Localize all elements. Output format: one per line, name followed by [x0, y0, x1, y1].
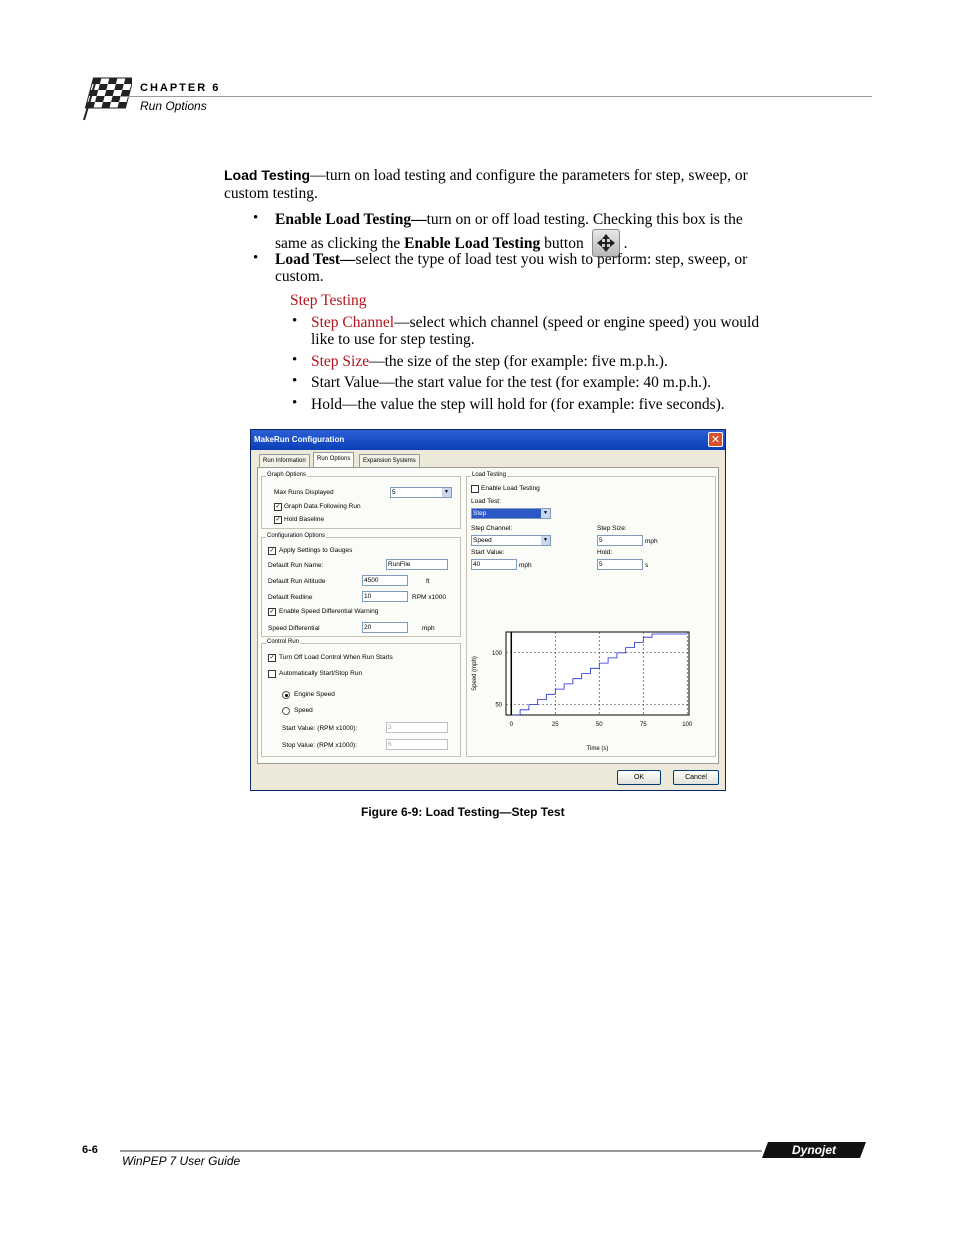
start-value-rpm-input[interactable]: 3: [386, 722, 448, 733]
figure-caption: Figure 6-9: Load Testing—Step Test: [361, 805, 565, 819]
header-rule: [120, 96, 872, 97]
run-name-label: Default Run Name:: [268, 562, 324, 569]
altitude-input[interactable]: 4500: [362, 575, 408, 586]
enable-load-testing-label: Enable Load Testing: [481, 485, 540, 492]
bullet-enable-text: turn on or off load testing. Checking this box is the: [426, 211, 743, 228]
altitude-unit: ft: [426, 578, 430, 585]
y-tick-label: 100: [491, 650, 502, 657]
run-name-input[interactable]: RunFile: [386, 559, 448, 570]
ok-button[interactable]: OK: [617, 770, 661, 785]
chevron-down-icon: ▼: [442, 488, 451, 497]
step-size-term: Step Size: [311, 353, 370, 370]
engine-speed-label: Engine Speed: [294, 691, 335, 698]
y-tick-label: 50: [495, 702, 502, 709]
bullet-loadtest-term: Load Test—: [275, 251, 356, 268]
bullet-enable-period: .: [623, 235, 628, 252]
tab-run-information[interactable]: Run Information: [259, 454, 310, 468]
bullet-dot: •: [292, 373, 298, 389]
makerun-configuration-dialog: [250, 429, 726, 791]
y-axis-label: Speed (mph): [472, 656, 478, 691]
hold-label: Hold:: [597, 549, 613, 556]
cancel-button[interactable]: Cancel: [673, 770, 719, 785]
max-runs-label: Max Runs Displayed: [274, 489, 334, 496]
control-run-group: [261, 639, 461, 757]
graph-follow-label: Graph Data Following Run: [284, 503, 361, 510]
apply-gauges-checkbox[interactable]: ✓: [269, 548, 275, 554]
step-size-label: Step Size:: [597, 525, 627, 532]
load-testing-group: [466, 472, 716, 757]
speed-diff-input[interactable]: 20: [362, 622, 408, 633]
stop-value-rpm-input[interactable]: 6: [386, 739, 448, 750]
bullet-dot: •: [292, 352, 298, 368]
tab-run-options[interactable]: Run Options: [313, 452, 354, 468]
step-size-item: [311, 353, 668, 371]
auto-start-checkbox[interactable]: [268, 670, 276, 678]
step-size-unit: mph: [645, 538, 658, 545]
guide-title: WinPEP 7 User Guide: [122, 1154, 241, 1168]
load-test-dropdown[interactable]: [471, 508, 551, 519]
x-tick-label: 25: [551, 722, 559, 728]
config-options-label: Configuration Options: [267, 533, 326, 539]
graph-follow-checkbox[interactable]: ✓: [275, 504, 281, 510]
max-runs-dropdown[interactable]: [390, 487, 452, 498]
bullet-dot: •: [253, 210, 259, 226]
checkered-flag-logo: [80, 76, 132, 122]
enable-load-testing-checkbox[interactable]: [471, 485, 479, 493]
brand-text: Dynojet: [791, 1143, 837, 1157]
start-value-rpm-label: Start Value: (RPM x1000):: [282, 725, 358, 732]
start-value-item: Start Value—the start value for the test (for example: 40 m.p.h.).: [311, 374, 712, 391]
bullet-dot: •: [253, 250, 259, 266]
hold-item: Hold—the value the step will hold for (for example: five seconds).: [311, 396, 725, 413]
redline-label: Default Redline: [268, 594, 313, 601]
step-channel-line2: like to use for step testing.: [311, 331, 475, 348]
intro-text-2: custom testing.: [224, 185, 318, 202]
turn-off-checkbox[interactable]: ✓: [269, 655, 275, 661]
turn-off-label: Turn Off Load Control When Run Starts: [279, 654, 393, 661]
speed-radio[interactable]: [282, 707, 290, 715]
load-testing-label: Load Testing: [472, 472, 506, 478]
load-test-value: Step: [473, 510, 487, 517]
x-tick-label: 100: [682, 722, 693, 728]
step-test-chart: [467, 627, 715, 755]
intro-text: —turn on load testing and configure the parameters for step, sweep, or: [310, 167, 748, 184]
step-testing-heading: Step Testing: [290, 292, 367, 309]
dynojet-logo: [762, 1141, 866, 1159]
redline-input[interactable]: 10: [362, 591, 408, 602]
x-tick-label: 75: [639, 722, 647, 728]
hold-input[interactable]: 5: [597, 559, 643, 570]
speed-diff-unit: mph: [422, 625, 435, 632]
step-size-text: —the size of the step (for example: five m.p.h.).: [369, 353, 668, 370]
step-channel-item: [311, 314, 759, 332]
bullet-enable-text2a: same as clicking the: [275, 235, 405, 252]
control-run-label: Control Run: [267, 639, 300, 645]
speed-diff-label: Speed Differential: [268, 625, 320, 632]
speed-diff-warn-label: Enable Speed Differential Warning: [279, 608, 379, 615]
x-tick-label: 0: [509, 722, 513, 728]
plot-area: [506, 632, 689, 715]
dialog-title: MakeRun Configuration: [251, 430, 725, 450]
bullet-enable: [275, 211, 743, 229]
hold-unit: s: [645, 562, 649, 569]
hold-baseline-label: Hold Baseline: [284, 516, 325, 523]
chevron-down-icon: ▼: [541, 536, 550, 545]
bullet-enable-text2c: button: [540, 235, 584, 252]
page-number: 6-6: [82, 1144, 98, 1156]
hold-baseline-checkbox[interactable]: ✓: [275, 517, 281, 523]
auto-start-label: Automatically Start/Stop Run: [279, 670, 363, 677]
load-test-label: Load Test:: [471, 498, 501, 505]
max-runs-value: 5: [392, 489, 396, 496]
x-tick-label: 50: [595, 722, 603, 728]
step-channel-text: —select which channel (speed or engine speed) you would: [394, 314, 760, 331]
bullet-loadtest-line2: custom.: [275, 268, 324, 285]
bullet-enable-text2b: Enable Load Testing: [404, 235, 541, 252]
step-channel-dropdown[interactable]: [471, 535, 551, 546]
chevron-down-icon: ▼: [541, 509, 550, 518]
chapter-label: CHAPTER 6: [140, 82, 221, 94]
start-value-unit: mph: [519, 562, 532, 569]
speed-diff-warn-checkbox[interactable]: ✓: [269, 609, 275, 615]
speed-radio-label: Speed: [294, 707, 313, 714]
footer-rule: [120, 1150, 762, 1152]
configuration-options-group: [261, 533, 461, 637]
step-channel-label: Step Channel:: [471, 525, 513, 532]
section-label: Run Options: [140, 99, 207, 113]
start-value-input[interactable]: 40: [471, 559, 517, 570]
altitude-label: Default Run Altitude: [268, 578, 326, 585]
graph-options-group: [261, 472, 461, 529]
bullet-dot: •: [292, 395, 298, 411]
engine-speed-radio[interactable]: [282, 691, 290, 699]
intro-line: [224, 166, 748, 185]
bullet-dot: •: [292, 313, 298, 329]
step-channel-term: Step Channel: [311, 314, 395, 331]
close-icon[interactable]: ✕: [708, 432, 723, 447]
redline-unit: RPM x1000: [412, 594, 446, 601]
x-axis-label: Time (s): [586, 746, 609, 752]
apply-gauges-label: Apply Settings to Gauges: [279, 547, 353, 554]
bullet-loadtest: [275, 251, 747, 269]
intro-term: Load Testing: [224, 167, 311, 183]
stop-value-rpm-label: Stop Value: (RPM x1000):: [282, 742, 358, 749]
step-size-input[interactable]: 5: [597, 535, 643, 546]
start-value-label: Start Value:: [471, 549, 505, 556]
graph-options-label: Graph Options: [267, 472, 307, 478]
tab-expansion-systems[interactable]: Expansion Systems: [359, 454, 420, 468]
bullet-enable-term: Enable Load Testing—: [275, 211, 427, 228]
bullet-loadtest-text: select the type of load test you wish to perform: step, sweep, or: [355, 251, 748, 268]
run-options-panel: [257, 467, 719, 764]
step-channel-value: Speed: [473, 537, 492, 544]
